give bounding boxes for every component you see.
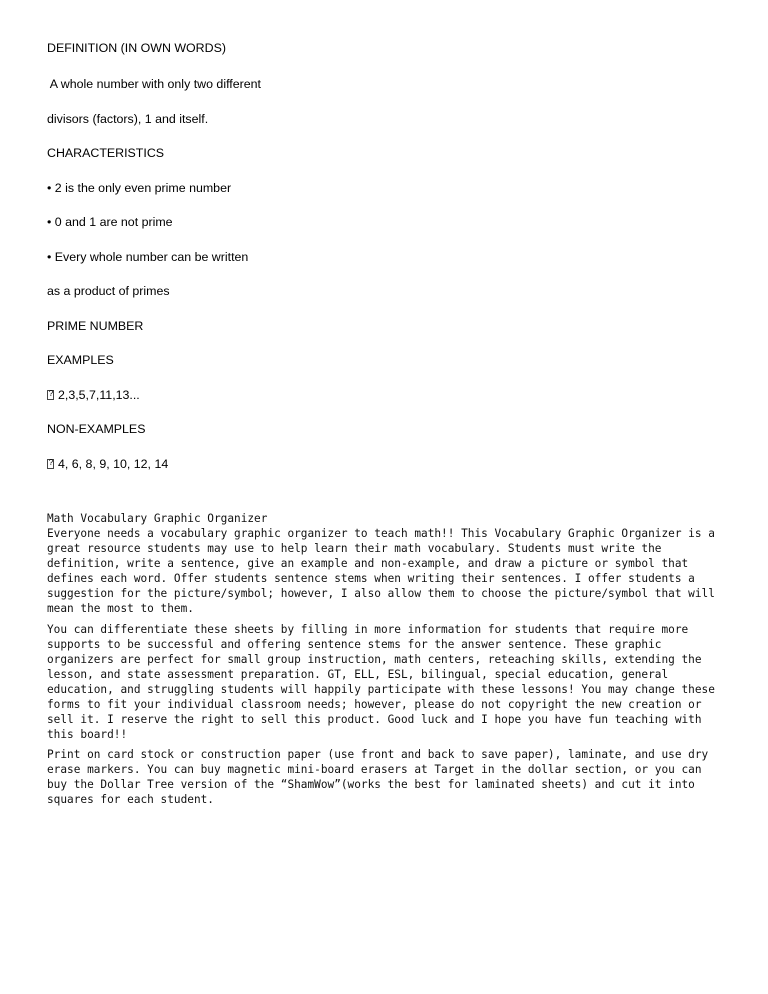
description-block-1 — [47, 511, 723, 616]
examples-line — [47, 387, 140, 403]
nonexamples-line — [47, 456, 168, 472]
definition-line-1: A whole number with only two different — [47, 77, 261, 91]
characteristic-1: • 2 is the only even prime number — [47, 181, 232, 195]
definition-heading: DEFINITION (IN OWN WORDS) — [47, 41, 226, 55]
nonexamples-heading: NON-EXAMPLES — [47, 422, 146, 436]
missing-glyph-icon — [47, 459, 54, 469]
characteristic-2: • 0 and 1 are not prime — [47, 215, 173, 229]
description-paragraph-2: You can differentiate these sheets by filling in more information for students that require more supports to be successful and offering sentence stems for the answer sentence. These graphic organizers are perfect for small group instruction, math centers, reteaching skills, extending the lesson, and state assessment preparation. GT, ELL, ESL, bilingual, special education, general education, and struggling students will happily participate with these lessons! You may change these forms to fit your individual classroom needs; however, please do not copyright the new creation or sell it. I reserve the right to sell this product. Good luck and I hope you have fun teaching with this board!! — [47, 623, 715, 741]
description-paragraph-3: Print on card stock or construction paper (use front and back to save paper), laminate, and use dry erase markers. You can buy magnetic mini-board erasers at Target in the dollar section, or you can buy the Dollar Tree version of the “ShamWow”(works the best for laminated sheets) and cut it into squares for each student. — [47, 748, 709, 806]
characteristic-3-line-2: as a product of primes — [47, 284, 170, 298]
examples-value: 2,3,5,7,11,13... — [58, 388, 140, 402]
description-paragraph-1: Everyone needs a vocabulary graphic organizer to teach math!! This Vocabulary Graphic Organizer is a great resource students may use to help learn their math vocabulary. Students must write the definition, write a sentence, give an example and non-example, and draw a picture or symbol that defines each word. Offer students sentence stems when writing their sentences. I offer students a suggestion for the picture/symbol; however, I also allow them to choose the picture/symbol that will mean the most to them. — [47, 527, 715, 615]
vocabulary-term: PRIME NUMBER — [47, 319, 144, 333]
examples-heading: EXAMPLES — [47, 353, 114, 367]
nonexamples-value: 4, 6, 8, 9, 10, 12, 14 — [58, 457, 169, 471]
description-title: Math Vocabulary Graphic Organizer — [47, 512, 268, 525]
definition-line-2: divisors (factors), 1 and itself. — [47, 112, 209, 126]
missing-glyph-icon — [47, 390, 54, 400]
characteristics-heading: CHARACTERISTICS — [47, 146, 165, 160]
characteristic-3-line-1: • Every whole number can be written — [47, 250, 249, 264]
